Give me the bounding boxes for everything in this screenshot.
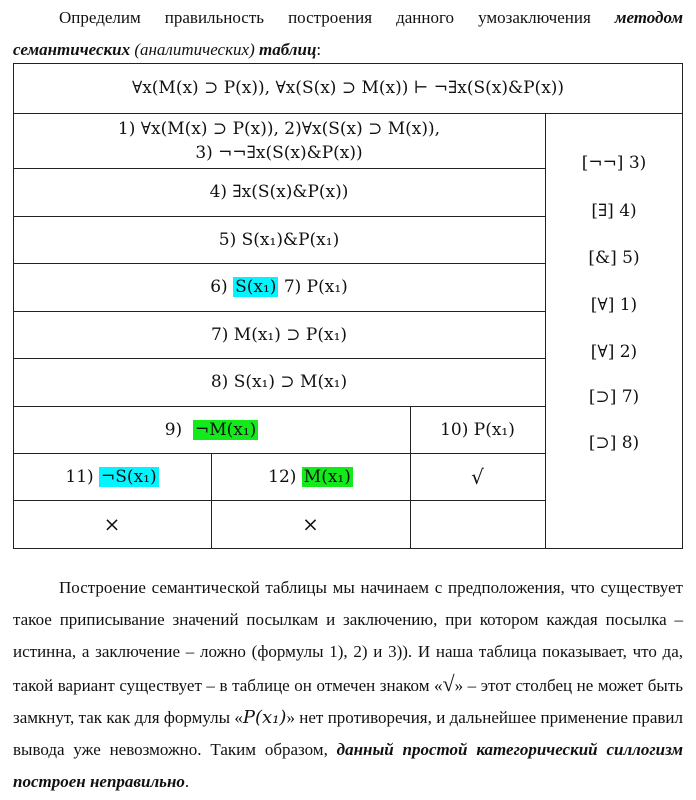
row-5: 5) S(x₁)&P(x₁): [218, 229, 340, 250]
closed-branch-left: ×: [103, 512, 121, 536]
intro-paragraph: Определим правильность построения данного умозаключения методом семантических (аналитических) таблиц:: [13, 8, 683, 59]
explanation-paragraph: Построение семантической таблицы мы начинаем с предположения, что существует такое приписывание значений посылкам и заключению, при котором каждая посылка – истинна, а заключение – ложно (формулы 1), 2) и 3)). И наша таблица показывает, что да, такой вариант существует – в таблице он отмечен знаком «√» – этот столбец не может быть замкнут, так как для формулы «P(x₁)» нет противоречия, и дальнейшее применение правил вывода уже невозможно. Таким образом, данный простой категорический силлогизм построен неправильно.: [13, 578, 683, 791]
row-7: 7) M(x₁) ⊃ P(x₁): [210, 324, 348, 345]
rule-item: [⊃] 8): [588, 433, 640, 453]
highlight-s-x1: S(x₁): [235, 277, 277, 297]
row-11: 11) ¬S(x₁): [65, 466, 157, 487]
open-branch-check: √: [471, 464, 484, 489]
highlight-not-s-x1: ¬S(x₁): [101, 466, 157, 487]
method-term: методом семантических: [13, 8, 683, 59]
row-premises: 1) ∀x(M(x) ⊃ P(x)), 2)∀x(S(x) ⊃ M(x)), 3) ¬¬∃x(S(x)&P(x)): [117, 118, 441, 163]
rule-item: [∀] 2): [590, 342, 638, 362]
rule-item: [∃] 4): [591, 201, 637, 221]
rule-item: [⊃] 7): [588, 387, 640, 407]
rule-item: [∀] 1): [590, 295, 638, 315]
row-9: 9) ¬M(x₁): [164, 419, 257, 440]
table-header-formula: ∀x(M(x) ⊃ P(x)), ∀x(S(x) ⊃ M(x)) ⊢ ¬∃x(S(x)&P(x)): [131, 78, 565, 98]
row-8: 8) S(x₁) ⊃ M(x₁): [210, 372, 348, 392]
row-12: 12) M(x₁): [268, 466, 351, 487]
rule-item: [&] 5): [588, 248, 640, 268]
highlight-m-x1: M(x₁): [303, 466, 351, 487]
row-6: 6) S(x₁) 7) P(x₁): [210, 277, 348, 297]
highlight-not-m-x1: ¬M(x₁): [194, 419, 257, 440]
rule-item: [¬¬] 3): [581, 153, 647, 173]
tables-term: таблиц: [259, 40, 317, 59]
row-4: 4) ∃x(S(x)&P(x)): [209, 182, 349, 202]
closed-branch-mid: ×: [302, 512, 319, 536]
conclusion-text: данный простой категорический силлогизм построен неправильно: [13, 740, 683, 791]
row-10: 10) P(x₁): [440, 419, 515, 440]
semantic-table: [13, 63, 683, 549]
